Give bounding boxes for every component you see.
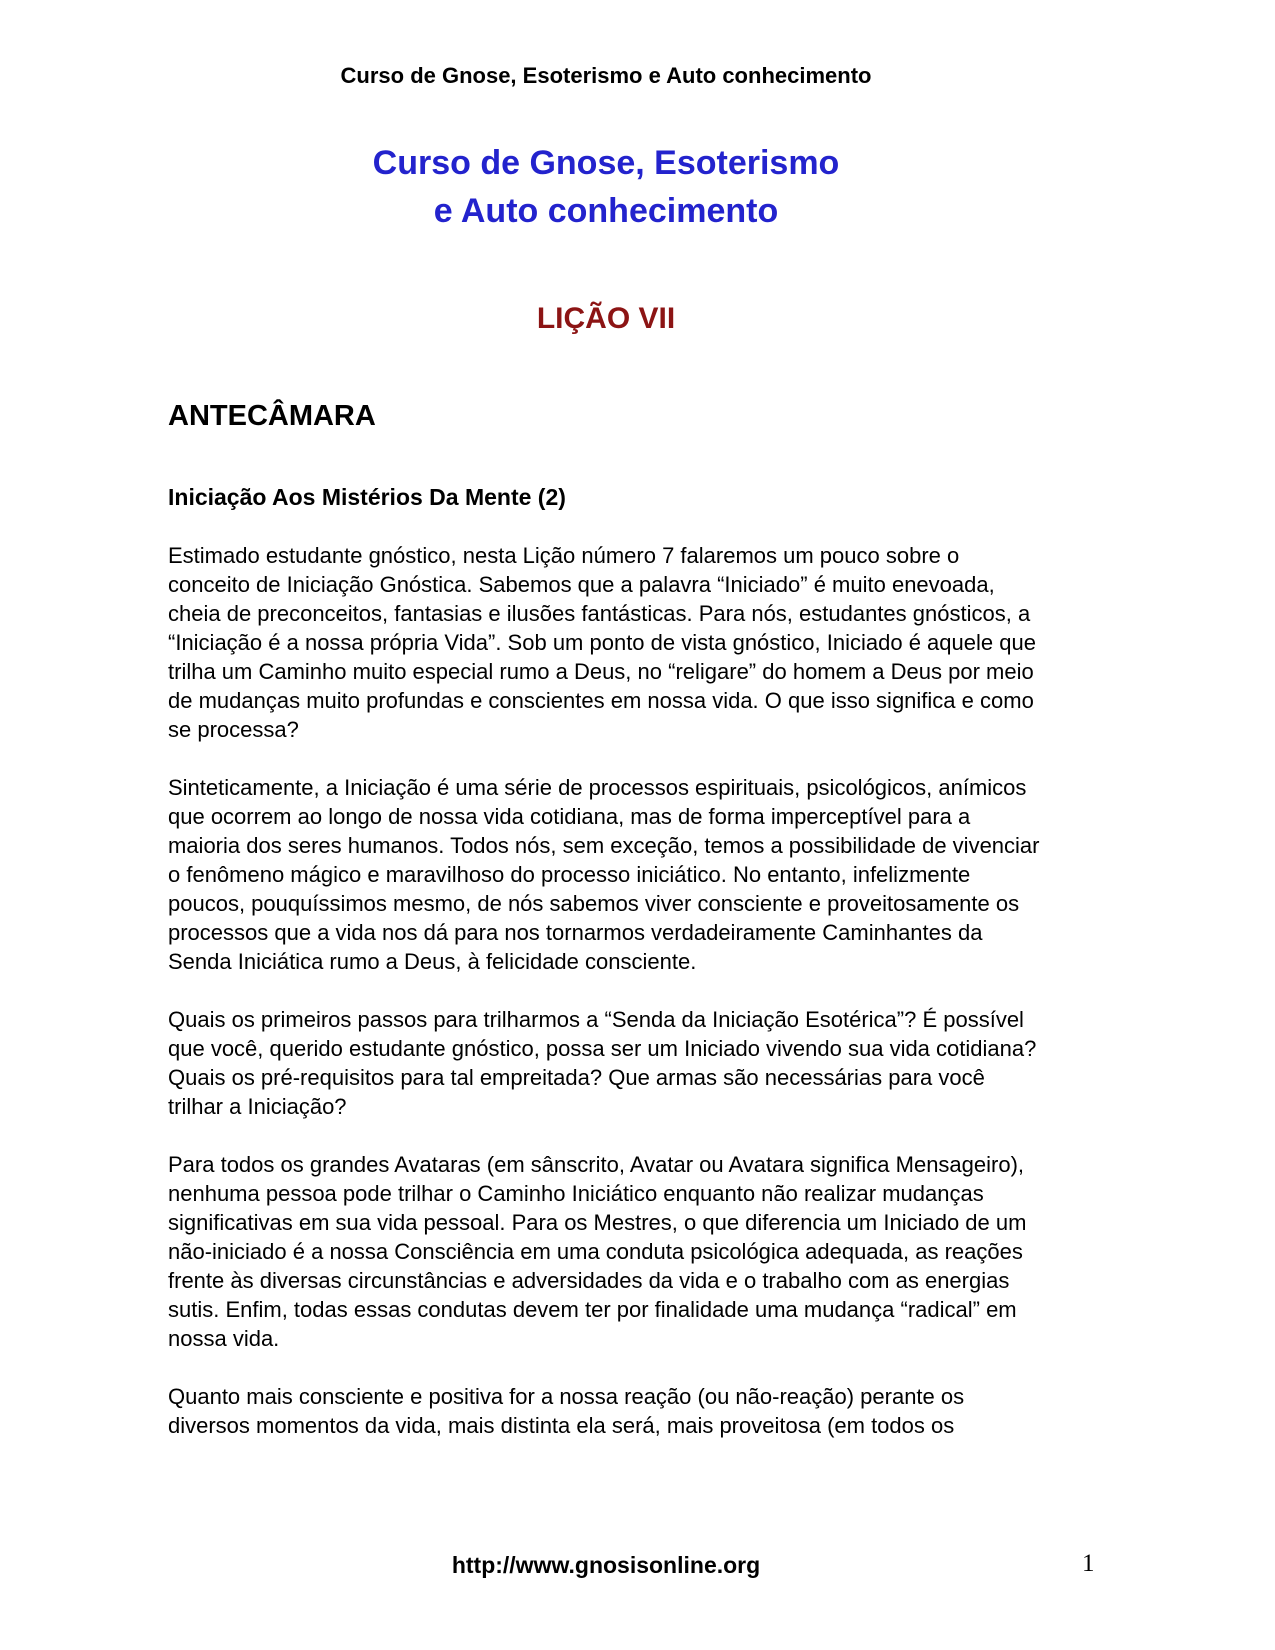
running-header: Curso de Gnose, Esoterismo e Auto conhecimento <box>340 63 872 88</box>
document-title <box>168 139 1044 235</box>
paragraph-5: Quanto mais consciente e positiva for a nossa reação (ou não-reação) perante os diversos momentos da vida, mais distinta ela será, mais proveitosa (em todos os <box>168 1384 965 1438</box>
document-title-line2: e Auto conhecimento <box>433 192 779 230</box>
document-title-line1: Curso de Gnose, Esoterismo <box>372 144 840 182</box>
paragraph-3: Quais os primeiros passos para trilharmos a “Senda da Iniciação Esotérica”? É possível que você, querido estudante gnóstico, possa ser um Iniciado vivendo sua vida cotidiana? Quais os pré-requisitos para tal empreitada? Que armas são necessárias para você trilhar a Iniciação? <box>168 1007 1037 1119</box>
lesson-heading: LIÇÃO VII <box>536 302 676 335</box>
subsection-heading: Iniciação Aos Mistérios Da Mente (2) <box>168 484 566 510</box>
paragraph-4: Para todos os grandes Avataras (em sânscrito, Avatar ou Avatara significa Mensageiro), nenhuma pessoa pode trilhar o Caminho Iniciático enquanto não realizar mudanças significativas em sua vida pessoal. Para os Mestres, o que diferencia um Iniciado de um não-iniciado é a nossa Consciência em uma conduta psicológica adequada, as reações frente às diversas circunstâncias e adversidades da vida e o trabalho com as energias sutis. Enfim, todas essas condutas devem ter por finalidade uma mudança “radical” em nossa vida. <box>168 1152 1027 1351</box>
footer-url: http://www.gnosisonline.org <box>451 1552 761 1578</box>
paragraph-2: Sinteticamente, a Iniciação é uma série de processos espirituais, psicológicos, anímicos que ocorrem ao longo de nossa vida cotidiana, mas de forma imperceptível para a maioria dos seres humanos. Todos nós, sem exceção, temos a possibilidade de vivenciar o fenômeno mágico e maravilhoso do processo iniciático. No entanto, infelizmente poucos, pouquíssimos mesmo, de nós sabemos viver consciente e proveitosamente os processos que a vida nos dá para nos tornarmos verdadeiramente Caminhantes da Senda Iniciática rumo a Deus, à felicidade consciente. <box>168 775 1040 974</box>
page-content <box>168 0 1044 1440</box>
paragraph-1: Estimado estudante gnóstico, nesta Lição número 7 falaremos um pouco sobre o conceito de Iniciação Gnóstica. Sabemos que a palavra “Iniciado” é muito enevoada, cheia de preconceitos, fantasias e ilusões fantásticas. Para nós, estudantes gnósticos, a “Iniciação é a nossa própria Vida”. Sob um ponto de vista gnóstico, Iniciado é aquele que trilha um Caminho muito especial rumo a Deus, no “religare” do homem a Deus por meio de mudanças muito profundas e conscientes em nossa vida. O que isso significa e como se processa? <box>168 543 1036 742</box>
page-number: 1 <box>1082 1550 1095 1577</box>
section-heading: ANTECÂMARA <box>168 400 376 432</box>
body-text <box>168 541 1044 1440</box>
